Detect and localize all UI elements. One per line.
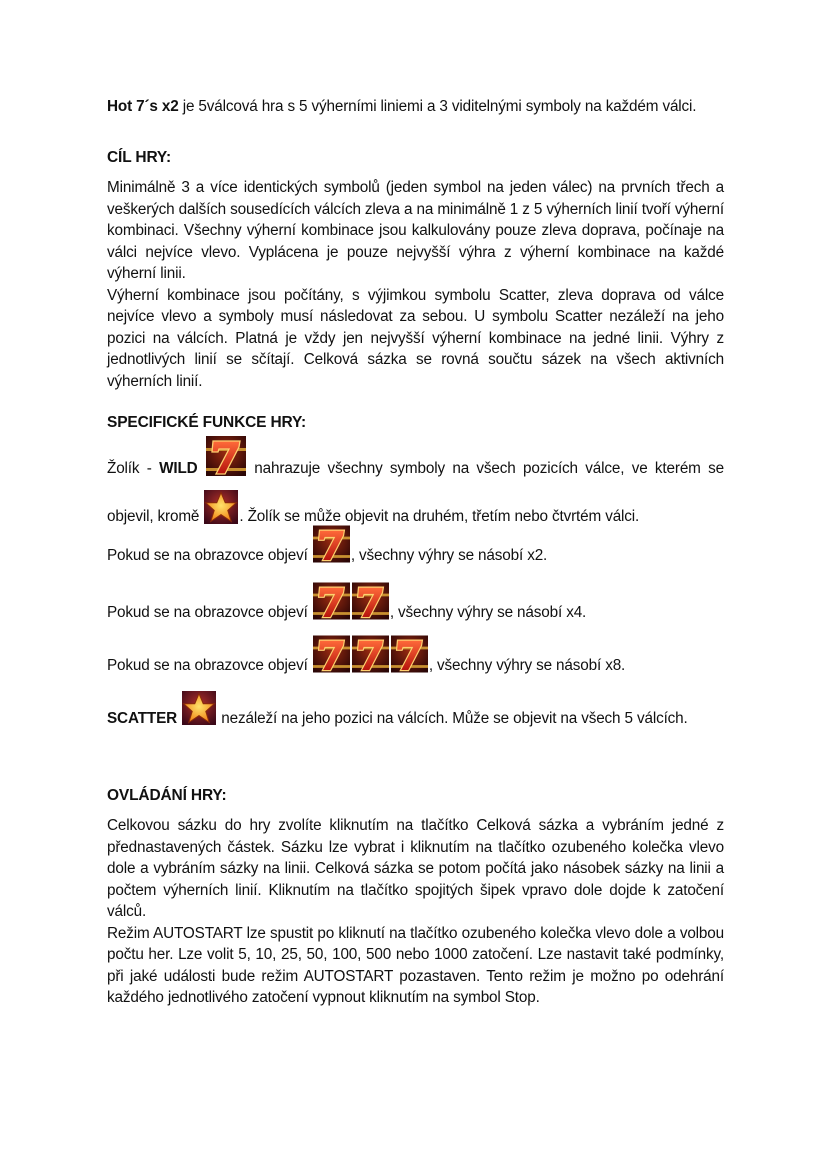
wild-paragraph (107, 436, 724, 538)
goal-paragraph: Výherní kombinace jsou počítány, s výjimkou symbolu Scatter, zleva doprava od válce nejvíce vlevo a symboly musí následovat za sebou. U symbolu Scatter nezáleží na jeho pozici na válcích. Platná je vždy jen nejvyšší výherní kombinace na jedné linii. Výhry z jednotlivých linií se sčítají. Celková sázka se rovná součtu sázek na všech aktivních výherních linií. (107, 286, 724, 390)
multiplier-suffix: , všechny výhry se násobí x4. (389, 604, 587, 621)
wild-label: WILD (159, 460, 198, 477)
intro-paragraph (107, 96, 724, 118)
multiplier-prefix: Pokud se na obrazovce objeví (107, 604, 312, 621)
star-icon (182, 690, 216, 726)
wild-text-2: . Žolík se může objevit na druhém, třetím nebo čtvrtém válci. (239, 508, 640, 525)
scatter-text: nezáleží na jeho pozici na válcích. Může se objevit na všech 5 válcích. (217, 710, 688, 727)
seven-icon (206, 436, 246, 476)
multiplier-x2 (107, 525, 724, 576)
goal-paragraph: Minimálně 3 a více identických symbolů (jeden symbol na jeden válec) na prvních třech a veškerých dalších sousedících válcích zleva a na minimálně 1 z 5 výherních linií tvoří výherní kombinaci. Všechny výherní kombinace jsou kalkulovány pouze zleva doprava, počínaje na válci nejvíce vlevo. Vyplácena je pouze nejvyšší výhra z výherní kombinace na každé výherní linii. (107, 179, 724, 282)
features-heading: SPECIFICKÉ FUNKCE HRY: (107, 414, 307, 431)
controls-heading: OVLÁDÁNÍ HRY: (107, 787, 227, 804)
seven-icon (352, 635, 389, 673)
goal-section (107, 177, 724, 392)
goal-heading: CÍL HRY: (107, 149, 171, 166)
multiplier-prefix: Pokud se na obrazovce objeví (107, 547, 312, 564)
wild-text: nahrazuje všechny symboly na všech pozicích válce, ve kterém se objevil, kromě (107, 460, 724, 525)
scatter-paragraph (107, 690, 724, 730)
multiplier-suffix: , všechny výhry se násobí x2. (350, 547, 548, 564)
controls-section (107, 815, 724, 1009)
intro-text: je 5válcová hra s 5 výherními liniemi a 3 viditelnými symboly na každém válci. (178, 98, 697, 115)
scatter-label: SCATTER (107, 710, 178, 727)
controls-paragraph: Celkovou sázku do hry zvolíte kliknutím na tlačítko Celková sázka a vybráním jedné z přednastavených částek. Sázku lze vybrat i kliknutím na tlačítko ozubeného kolečka vlevo dole a vybráním sázky na linii. Celková sázka se potom počítá jako násobek sázky na linii a počtem výherních linií. Kliknutím na tlačítko spojitých šipek vpravo dole dojde k zatočení válců. (107, 817, 724, 920)
seven-icon (313, 525, 350, 563)
seven-icon (313, 582, 350, 620)
multiplier-suffix: , všechny výhry se násobí x8. (428, 657, 626, 674)
multiplier-prefix: Pokud se na obrazovce objeví (107, 657, 312, 674)
multiplier-list (107, 525, 724, 686)
controls-paragraph: Režim AUTOSTART lze spustit po kliknutí na tlačítko ozubeného kolečka vlevo dole a volbou počtu her. Lze volit 5, 10, 25, 50, 100, 500 nebo 1000 zatočení. Lze nastavit také podmínky, při jaké události bude režim AUTOSTART pozastaven. Tento režim je možno po odehrání každého jednotlivého zatočení vypnout kliknutím na symbol Stop. (107, 924, 724, 1006)
multiplier-x8 (107, 635, 724, 686)
seven-icon (352, 582, 389, 620)
multiplier-x4 (107, 582, 724, 633)
wild-prefix: Žolík - (107, 460, 160, 477)
seven-icon (391, 635, 428, 673)
star-icon (204, 490, 238, 524)
game-name: Hot 7´s x2 (107, 98, 179, 115)
seven-icon (313, 635, 350, 673)
